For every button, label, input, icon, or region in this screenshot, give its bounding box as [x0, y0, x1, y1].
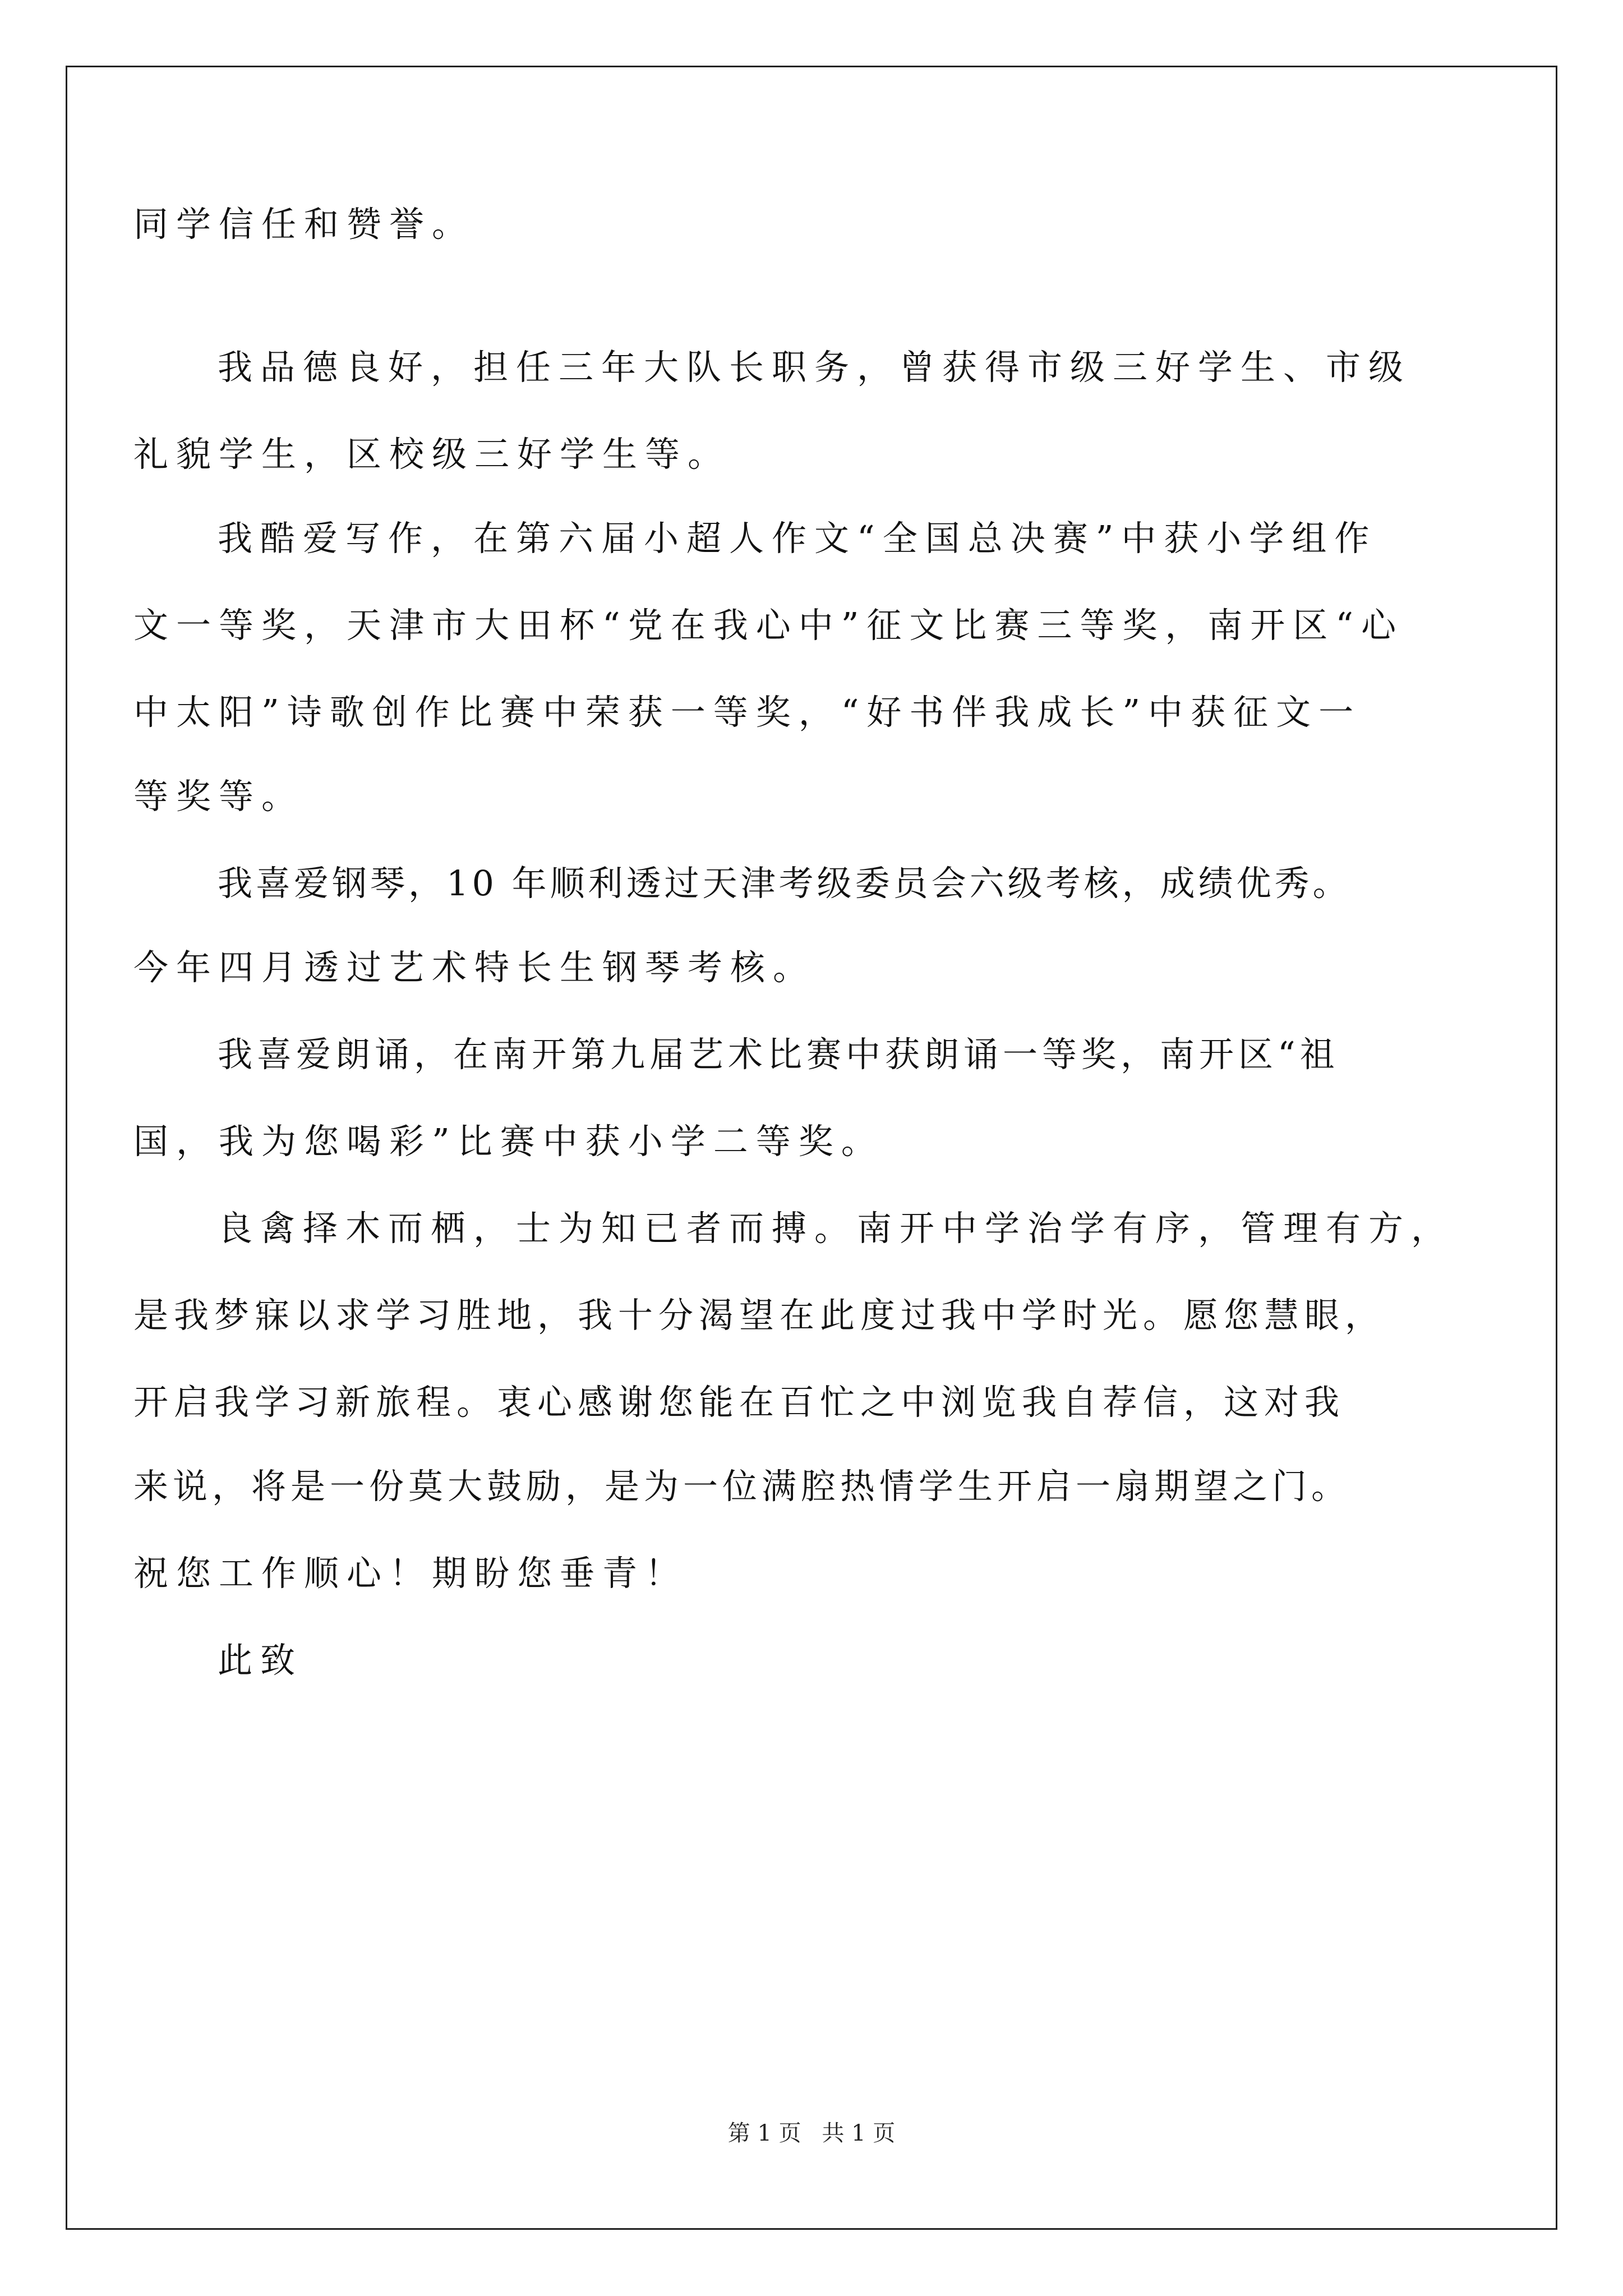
text-line: 此致	[218, 1640, 303, 1681]
text-line: 祝您工作顺心！期盼您垂青！	[133, 1553, 688, 1594]
text-line: 我酷爱写作，在第六届小超人作文“全国总决赛”中获小学组作	[218, 518, 1377, 559]
text-line: 国，我为您喝彩”比赛中获小学二等奖。	[133, 1121, 884, 1162]
text-line: 同学信任和赞誉。	[133, 204, 475, 245]
text-line: 是我梦寐以求学习胜地，我十分渴望在此度过我中学时光。愿您慧眼，	[133, 1295, 1386, 1336]
text-line: 等奖等。	[133, 776, 305, 817]
text-line: 中太阳”诗歌创作比赛中荣获一等奖，“好书伴我成长”中获征文一	[133, 692, 1362, 733]
text-line: 我喜爱钢琴，10 年顺利透过天津考级委员会六级考核，成绩优秀。	[218, 863, 1351, 904]
page-total: 共 1 页	[822, 2120, 896, 2146]
text-line: 我品德良好，担任三年大队长职务，曾获得市级三好学生、市级	[218, 347, 1412, 388]
text-line: 我喜爱朗诵，在南开第九届艺术比赛中获朗诵一等奖，南开区“祖	[218, 1034, 1339, 1075]
text-line: 文一等奖，天津市大田杯“党在我心中”征文比赛三等奖，南开区“心	[133, 605, 1404, 646]
text-line: 礼貌学生，区校级三好学生等。	[133, 434, 731, 475]
text-line: 开启我学习新旅程。衷心感谢您能在百忙之中浏览我自荐信，这对我	[133, 1382, 1345, 1423]
page-number: 第 1 页	[727, 2120, 801, 2146]
text-line: 来说，将是一份莫大鼓励，是为一位满腔热情学生开启一扇期望之门。	[133, 1466, 1351, 1507]
page-footer	[0, 2119, 1623, 2147]
text-line: 今年四月透过艺术特长生钢琴考核。	[133, 947, 816, 988]
text-line: 良禽择木而栖，士为知已者而搏。南开中学治学有序，管理有方，	[218, 1208, 1454, 1249]
